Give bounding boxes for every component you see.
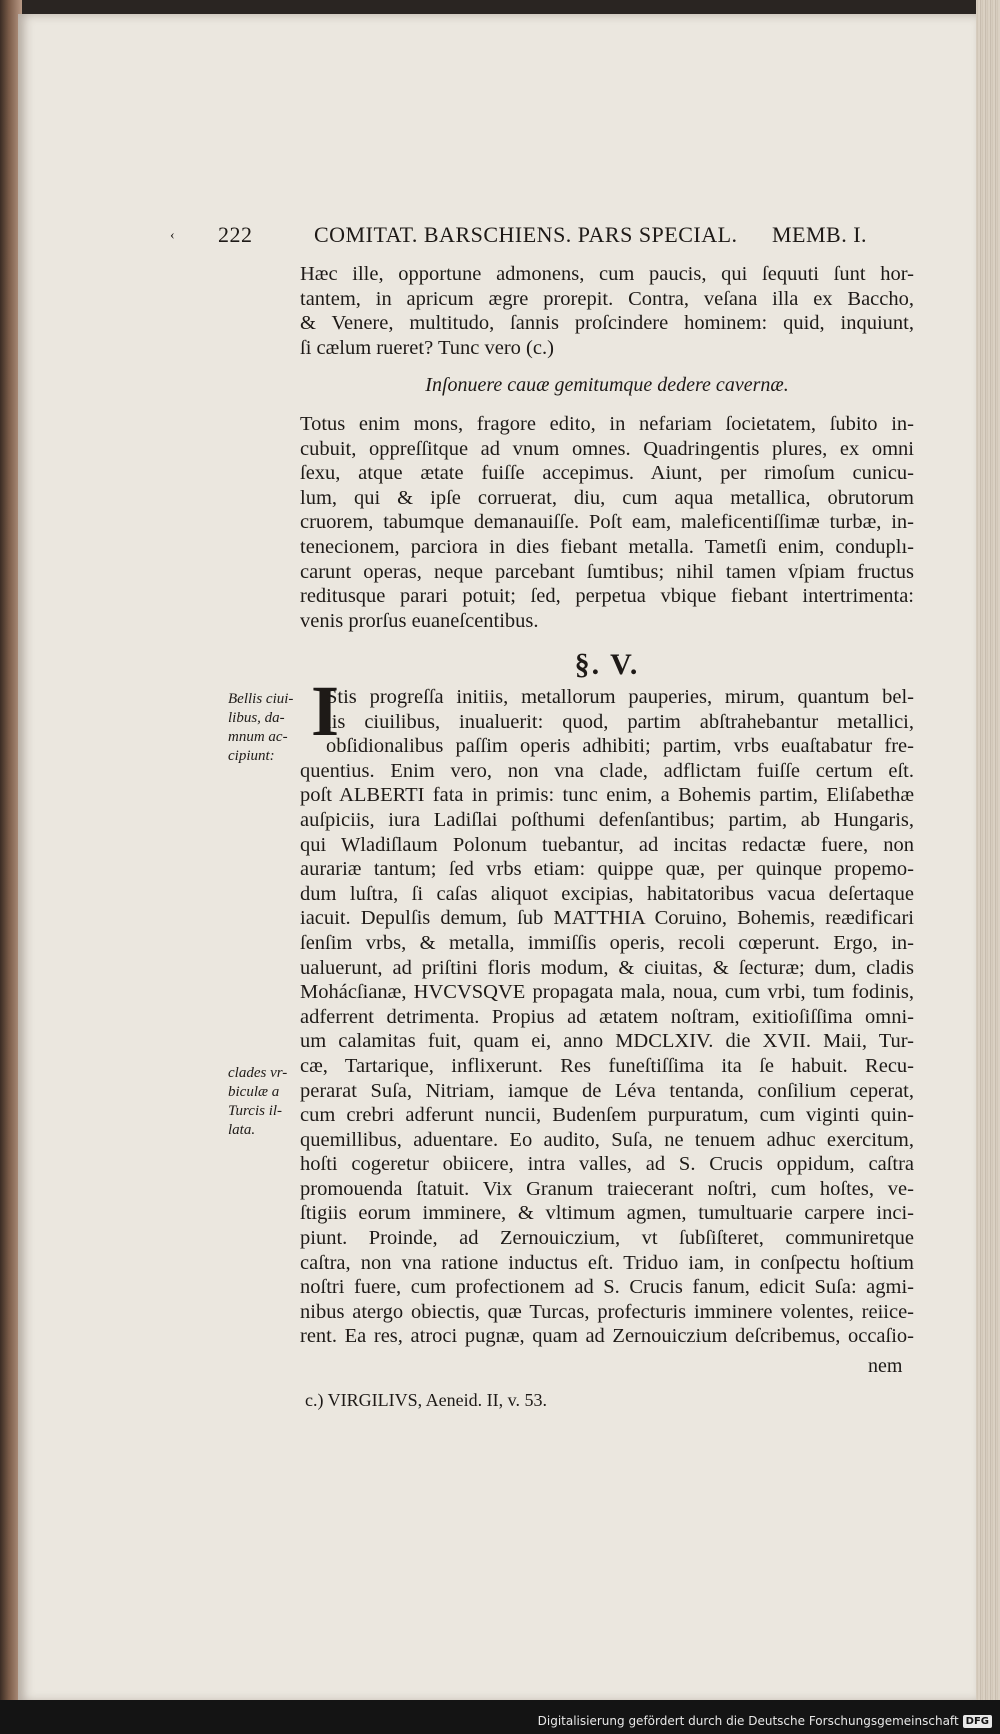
- text-line: tenecionem, parciora in dies fiebant metalla. Tametſi enim, conduplı-: [300, 535, 914, 558]
- text-line: lum, qui & ipſe corruerat, diu, cum aqua metallica, obrutorum: [300, 486, 914, 509]
- section-heading: §. V.: [574, 648, 640, 681]
- text-line: carunt operas, neque parcebant ſumtibus; nihil tamen vſpiam fructus: [300, 560, 914, 583]
- page-stack-edge: [976, 0, 1000, 1700]
- text-line: & Venere, multitudo, ſannis proſcindere hominem: quid, inquiunt,: [300, 312, 914, 335]
- text-line: obſidionalibus paſſim operis adhibiti; partim, vrbs euaſtabatur fre-: [326, 735, 914, 758]
- sidenote-line: lata.: [228, 1122, 256, 1138]
- sidenote-line: mnum ac-: [228, 729, 288, 745]
- credit-text: Digitalisierung gefördert durch die Deutsche Forschungsgemeinschaft: [537, 1714, 959, 1728]
- text-line: perarat Suſa, Nitriam, iamque de Léva tentanda, conſilium ceperat,: [300, 1079, 914, 1102]
- digitization-credit: [538, 1714, 992, 1728]
- text-line: hoſti cogeretur obiicere, intra valles, ad S. Crucis oppidum, caſtra: [300, 1153, 914, 1176]
- text-line: rent. Ea res, atroci pugnæ, quam ad Zernouiczium deſcribemus, occaſio-: [300, 1325, 914, 1348]
- text-line: lis ciuilibus, inualuerit: quod, partim abſtrahebantur metallici,: [326, 710, 914, 733]
- text-line: venis prorſus euaneſcentibus.: [300, 609, 539, 632]
- text-line: noſtri fuere, cum profectionem ad S. Crucis fanum, edicit Suſa: agmi-: [300, 1276, 914, 1299]
- dfg-logo: DFG: [963, 1715, 992, 1728]
- sidenote-line: biculæ a: [228, 1084, 280, 1100]
- text-line: cubuit, oppreſſitque ad vnum omnes. Quadringentis plures, ex omni: [300, 437, 914, 460]
- text-line: ſi cælum rueret? Tunc vero (c.): [300, 336, 554, 359]
- sidenote-line: clades vr-: [228, 1065, 288, 1081]
- text-line: iacuit. Depulſis demum, ſub MATTHIA Coruino, Bohemis, reædificari: [300, 907, 914, 930]
- page-number: 222: [218, 222, 253, 247]
- marginal-note-1: [228, 690, 296, 766]
- text-line: Stis progreſſa initiis, metallorum pauperies, mirum, quantum bel-: [326, 686, 914, 708]
- paragraph-1: [300, 262, 914, 360]
- text-line: ſexu, atque ætate fuiſſe accepimus. Aiunt, per rimoſum cunicu-: [300, 462, 914, 485]
- paragraph-2: [300, 412, 914, 633]
- verse-quotation: Inſonuere cauæ gemitumque dedere cavernæ.: [425, 374, 789, 396]
- text-line: qui Wladiſlaum Polonum tuebantur, ad incitas redactæ fuere, non: [300, 833, 914, 856]
- text-line: reditusque parari potuit; ſed, perpetua vbique fiebant intertrimenta:: [300, 585, 914, 608]
- text-line: um calamitas fuit, quam ei, anno MDCLXIV. die XVII. Maii, Tur-: [300, 1030, 914, 1053]
- text-line: poſt ALBERTI fata in primis: tunc enim, a Bohemis partim, Eliſabethæ: [300, 784, 914, 807]
- text-line: piunt. Proinde, ad Zernouiczium, vt ſubſiſteret, communiretque: [300, 1227, 914, 1250]
- text-line: cæ, Tartarique, inflixerunt. Res funeſtiſſima ita ſe habuit. Recu-: [300, 1054, 914, 1077]
- sidenote-line: Turcis il-: [228, 1103, 283, 1119]
- footer-bar: [0, 1700, 1000, 1734]
- sidenote-line: Bellis ciui-: [228, 691, 294, 707]
- text-line: dum luſtra, ſi caſas aliquot excipias, habitatoribus vacua deſertaque: [300, 882, 914, 905]
- text-line: cruorem, tabumque demanauiſſe. Poſt eam, maleficentiſſimæ turbæ, in-: [300, 511, 914, 534]
- paragraph-3: [300, 685, 914, 1349]
- running-title: COMITAT. BARSCHIENS. PARS SPECIAL.: [314, 222, 738, 247]
- text-line: ſenſim vrbs, & metalla, immiſſis operis, recoli cœperunt. Ergo, in-: [300, 931, 914, 954]
- marginal-note-2: [228, 1064, 296, 1140]
- text-line: ſtigiis eorum imminere, & vltimum agmen, tumultuarie carpere inci-: [300, 1202, 914, 1225]
- text-line: tantem, in apricum ægre prorepit. Contra, veſana illa ex Baccho,: [300, 287, 914, 310]
- sidenote-line: cipiunt:: [228, 748, 275, 764]
- sidenote-line: libus, da-: [228, 710, 285, 726]
- text-line: quemillibus, aduentare. Eo audito, Suſa, ne tenuem adhuc exercitum,: [300, 1128, 914, 1151]
- text-line: auſpiciis, iura Ladiſlai poſthumi defenſantibus; partim, ab Hungaris,: [300, 808, 914, 831]
- drop-initial: I: [311, 671, 340, 751]
- running-section: MEMB. I.: [772, 222, 868, 247]
- text-line: quentius. Enim vero, non vna clade, adflictam fuiſſe certum eſt.: [300, 759, 914, 782]
- text-line: promouenda ſtatuit. Vix Granum traiecerant noſtri, cum hoſtes, ve-: [300, 1177, 914, 1200]
- text-line: adferrent detrimenta. Propius ad ætatem noſtram, exitioſiſſima omni-: [300, 1005, 914, 1028]
- text-line: ualuerunt, ad priſtini floris modum, & ciuitas, & ſecturæ; dum, cladis: [300, 956, 914, 979]
- text-line: aurariæ tantum; ſed vrbs etiam: quippe quæ, per quinque propemo-: [300, 858, 914, 881]
- text-line: cum crebri adferunt nuncii, Budenſem purpuratum, cum viginti quin-: [300, 1104, 914, 1127]
- margin-mark: ‹: [170, 228, 175, 243]
- text-line: caſtra, non vna ratione inductus eſt. Triduo iam, in conſpectu hoſtium: [300, 1251, 914, 1274]
- footnote: c.) VIRGILIVS, Aeneid. II, v. 53.: [305, 1390, 547, 1410]
- text-line: Hæc ille, opportune admonens, cum paucis, qui ſequuti ſunt hor-: [300, 263, 914, 285]
- text-line: Totus enim mons, fragore edito, in nefariam ſocietatem, ſubito in-: [300, 413, 914, 435]
- text-line: nibus atergo obiectis, quæ Turcas, profecturis imminere volentes, reiice-: [300, 1300, 914, 1323]
- text-line: Mohácſianæ, HVCVSQVE propagata mala, noua, cum vrbi, tum fodinis,: [300, 981, 914, 1004]
- catchword: nem: [868, 1355, 903, 1377]
